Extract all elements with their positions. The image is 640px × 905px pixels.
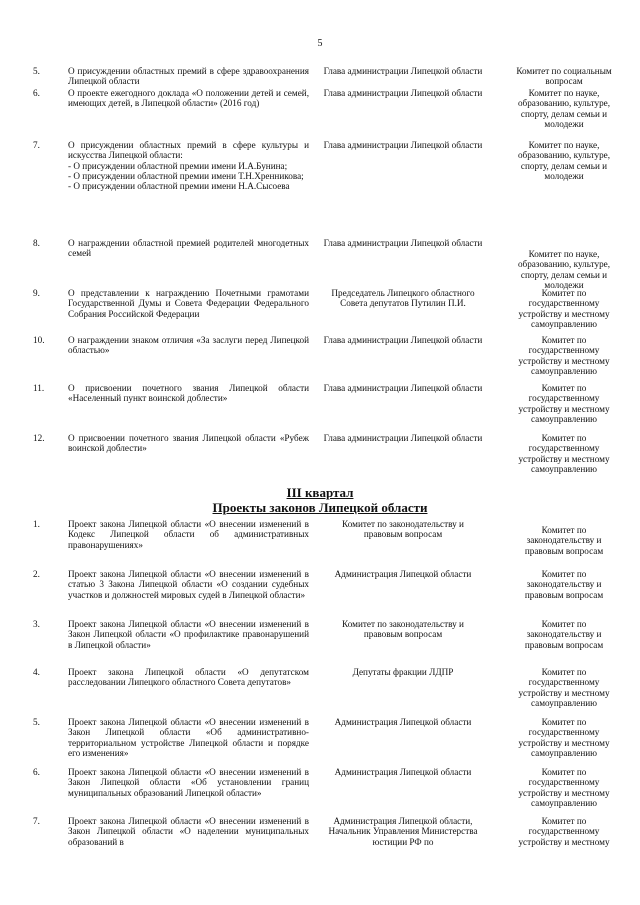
- row-number: 5.: [33, 66, 40, 76]
- row-committee: Комитет по законодательству и правовым вопросам: [524, 569, 604, 600]
- row-title: О присвоении почетного звания Липецкой области «Населенный пункт воинской доблести»: [68, 383, 309, 404]
- row-author: Глава администрации Липецкой области: [323, 433, 483, 443]
- row-number: 6.: [33, 767, 40, 777]
- row-title: О присвоении почетного звания Липецкой области «Рубеж воинской доблести»: [68, 433, 309, 454]
- section-heading-subtitle: Проекты законов Липецкой области: [212, 500, 428, 515]
- row-number: 7.: [33, 816, 40, 826]
- row-title: Проект закона Липецкой области «О внесении изменений в Закон Липецкой области «Об административно-территориальном устройстве Липецкой области и порядке его изменения»: [68, 717, 309, 758]
- row-number: 10.: [33, 335, 45, 345]
- row-title: Проект закона Липецкой области «О внесении изменений в Закон Липецкой области «О наделении муниципальных образований в: [68, 816, 309, 847]
- row-author: Глава администрации Липецкой области: [323, 383, 483, 393]
- row-committee: Комитет по государственному устройству и местному самоуправлению: [518, 667, 610, 708]
- row-author: Глава администрации Липецкой области: [323, 335, 483, 345]
- row-author: Депутаты фракции ЛДПР: [352, 667, 454, 677]
- row-author: Глава администрации Липецкой области: [323, 66, 483, 76]
- row-committee: Комитет по науке, образованию, культуре, спорту, делам семьи и молодежи: [517, 88, 611, 129]
- row-number: 8.: [33, 238, 40, 248]
- row-title: Проект закона Липецкой области «О внесении изменений в Закон Липецкой области «Об установлении границ муниципальных образований Липецкой области»: [68, 767, 309, 798]
- row-number: 5.: [33, 717, 40, 727]
- row-author: Председатель Липецкого областного Совета депутатов Путилин П.И.: [331, 288, 475, 309]
- row-title: О представлении к награждению Почетными грамотами Государственной Думы и Совета Федерации Федерального Собрания Российской Федерации: [68, 288, 309, 319]
- row-title: Проект закона Липецкой области «О внесении изменений в Закон Липецкой области «О профилактике правонарушений в Липецкой области»: [68, 619, 309, 650]
- row-committee: Комитет по государственному устройству и местному самоуправлению: [518, 383, 610, 424]
- row-title: Проект закона Липецкой области «О депутатском расследовании Липецкого областного Совета депутатов»: [68, 667, 309, 688]
- row-author: Комитет по законодательству и правовым вопросам: [342, 519, 464, 540]
- row-number: 12.: [33, 433, 45, 443]
- row-committee: Комитет по государственному устройству и местному самоуправлению: [518, 288, 610, 329]
- row-committee: Комитет по законодательству и правовым вопросам: [524, 619, 604, 650]
- row-title: Проект закона Липецкой области «О внесении изменений в Кодекс Липецкой области об административных правонарушениях»: [68, 519, 309, 550]
- row-committee: Комитет по науке, образованию, культуре, спорту, делам семьи и молодежи: [517, 249, 611, 290]
- row-number: 3.: [33, 619, 40, 629]
- page-number: 5: [317, 38, 323, 49]
- row-committee: Комитет по науке, образованию, культуре, спорту, делам семьи и молодежи: [517, 140, 611, 181]
- row-title: О награждении знаком отличия «За заслуги перед Липецкой областью»: [68, 335, 309, 356]
- section-heading-quarter: III квартал: [286, 485, 354, 500]
- row-number: 7.: [33, 140, 40, 150]
- row-title: О присуждении областных премий в сфере культуры и искусства Липецкой области: - О присуждении областной премии имени И.А.Бунина; - О присуждении областной премии имени Т.Н.Хренникова; - О присуждении областной премии имени Н.А.Сысоева: [68, 140, 309, 192]
- row-title: О награждении областной премией родителей многодетных семей: [68, 238, 309, 259]
- row-author: Глава администрации Липецкой области: [323, 140, 483, 150]
- row-number: 11.: [33, 383, 45, 393]
- row-author: Глава администрации Липецкой области: [323, 238, 483, 248]
- row-committee: Комитет по государственному устройству и местному самоуправлению: [518, 767, 610, 808]
- row-author: Комитет по законодательству и правовым вопросам: [342, 619, 464, 640]
- row-number: 2.: [33, 569, 40, 579]
- row-author: Администрация Липецкой области: [334, 569, 472, 579]
- row-number: 4.: [33, 667, 40, 677]
- row-committee: Комитет по законодательству и правовым вопросам: [524, 525, 604, 556]
- row-number: 1.: [33, 519, 40, 529]
- row-committee: Комитет по государственному устройству и местному самоуправлению: [518, 335, 610, 376]
- row-title: О проекте ежегодного доклада «О положении детей и семей, имеющих детей, в Липецкой области» (2016 год): [68, 88, 309, 109]
- row-title: О присуждении областных премий в сфере здравоохранения Липецкой области: [68, 66, 309, 87]
- row-author: Администрация Липецкой области: [334, 767, 472, 777]
- row-number: 9.: [33, 288, 40, 298]
- row-committee: Комитет по государственному устройству и местному: [518, 816, 610, 847]
- row-committee: Комитет по государственному устройству и местному самоуправлению: [518, 433, 610, 474]
- row-title: Проект закона Липецкой области «О внесении изменений в статью 3 Закона Липецкой области «О создании судебных участков и должностей мировых судей в Липецкой области»: [68, 569, 309, 600]
- row-number: 6.: [33, 88, 40, 98]
- row-author: Администрация Липецкой области: [334, 717, 472, 727]
- row-committee: Комитет по социальным вопросам: [516, 66, 612, 87]
- row-author: Администрация Липецкой области, Начальник Управления Министерства юстиции РФ по: [328, 816, 478, 847]
- row-committee: Комитет по государственному устройству и местному самоуправлению: [518, 717, 610, 758]
- row-author: Глава администрации Липецкой области: [323, 88, 483, 98]
